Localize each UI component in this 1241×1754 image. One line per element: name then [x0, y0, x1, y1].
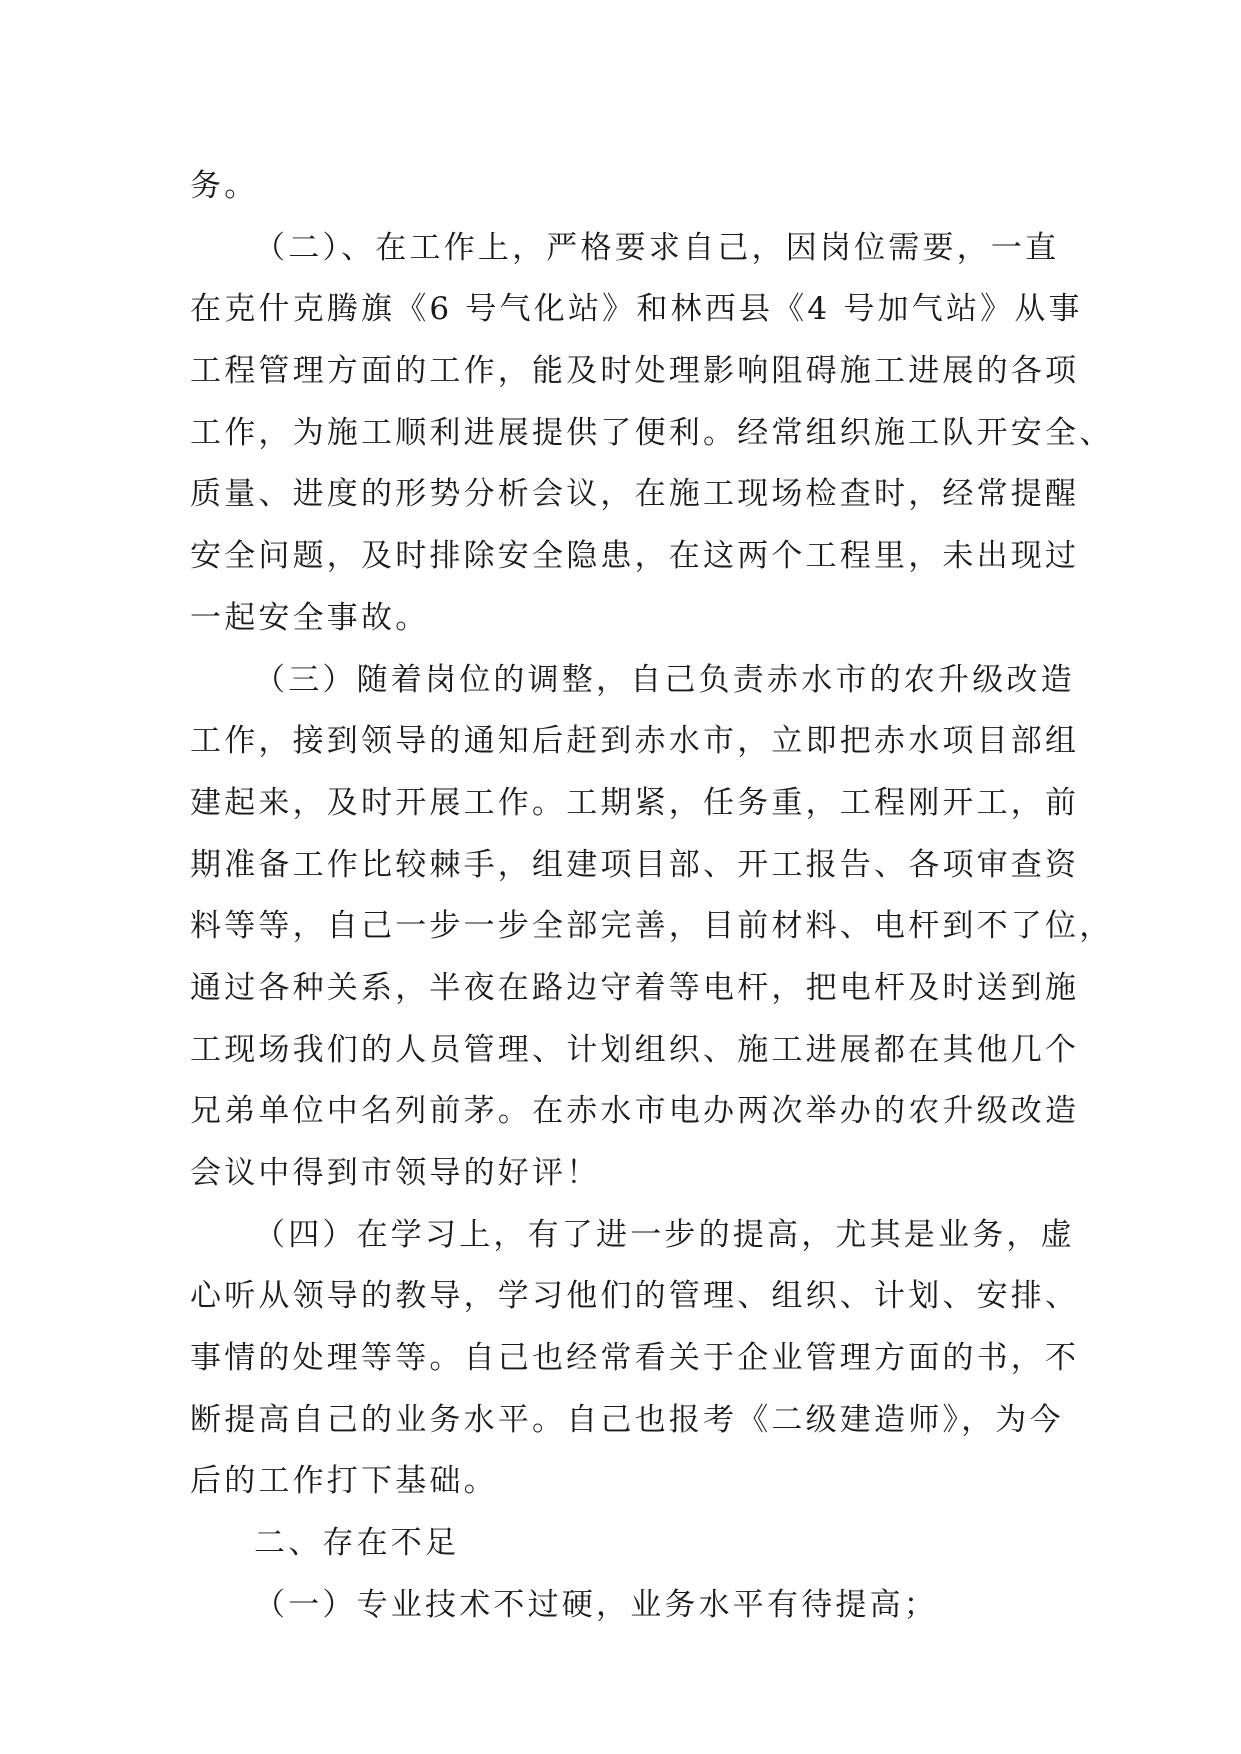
- paragraph-2-first-line: （二）、在工作上，严格要求自己，因岗位需要，一直: [254, 229, 1060, 266]
- section-heading: 二、存在不足: [254, 1525, 460, 1562]
- paragraph-3-line: 工现场我们的人员管理、计划组织、施工进展都在其他几个: [190, 1031, 1080, 1068]
- paragraph-3-first-line: （三）随着岗位的调整，自己负责赤水市的农升级改造: [254, 661, 1075, 698]
- paragraph-3-line: 会议中得到市领导的好评！: [190, 1155, 601, 1191]
- paragraph-3-line: 建起来，及时开展工作。工期紧，任务重，工程刚开工，前: [190, 784, 1080, 821]
- document-body: [190, 156, 1114, 1637]
- paragraph-3-line: 工作，接到领导的通知后赶到赤水市，立即把赤水项目部组: [190, 723, 1080, 760]
- paragraph-2-line: 质量、进度的形势分析会议，在施工现场检查时，经常提醒: [190, 476, 1080, 513]
- paragraph-4-line: 心听从领导的教导，学习他们的管理、组织、计划、安排、: [190, 1278, 1080, 1315]
- paragraph-2-line: 一起安全事故。: [190, 599, 430, 636]
- paragraph-2-line: 在克什克腾旗《6 号气化站》和林西县《4 号加气站》从事: [190, 291, 1083, 328]
- paragraph-continuation-line: 务。: [190, 168, 259, 204]
- paragraph-2-line: 工程管理方面的工作，能及时处理影响阻碍施工进展的各项: [190, 353, 1080, 390]
- paragraph-3-line: 兄弟单位中名列前茅。在赤水市电办两次举办的农升级改造: [190, 1093, 1080, 1130]
- paragraph-4-line: 断提高自己的业务水平。自己也报考《二级建造师》，为今: [190, 1401, 1064, 1438]
- list-item: （一）专业技术不过硬，业务水平有待提高；: [254, 1586, 938, 1623]
- paragraph-2-line: 安全问题，及时排除安全隐患，在这两个工程里，未出现过: [190, 538, 1080, 575]
- paragraph-3-line: 料等等，自己一步一步全部完善，目前材料、电杆到不了位，: [190, 908, 1114, 945]
- paragraph-3-line: 通过各种关系，半夜在路边守着等电杆，把电杆及时送到施: [190, 969, 1080, 1006]
- paragraph-4-first-line: （四）在学习上，有了进一步的提高，尤其是业务，虚: [254, 1216, 1075, 1253]
- paragraph-2-line: 工作，为施工顺利进展提供了便利。经常组织施工队开安全、: [190, 414, 1114, 451]
- paragraph-4-line: 事情的处理等等。自己也经常看关于企业管理方面的书，不: [190, 1340, 1080, 1377]
- paragraph-4-line: 后的工作打下基础。: [190, 1463, 498, 1500]
- paragraph-3-line: 期准备工作比较棘手，组建项目部、开工报告、各项审查资: [190, 846, 1080, 883]
